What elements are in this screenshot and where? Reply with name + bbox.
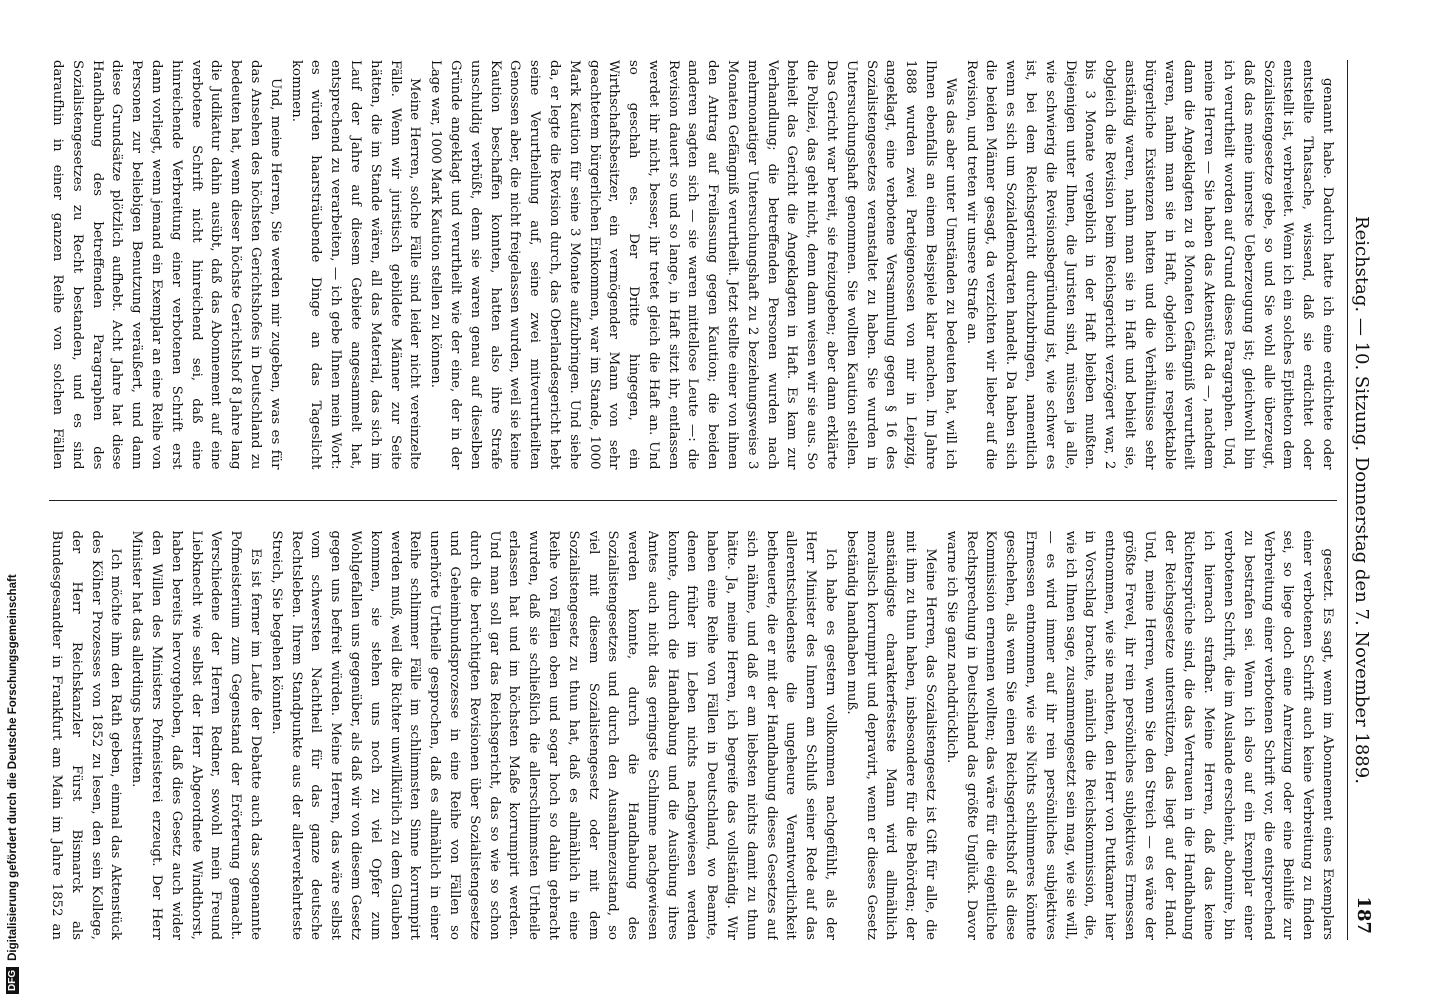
column-divider xyxy=(49,500,1337,501)
page-number: 187 xyxy=(1353,896,1374,934)
paragraph: Ich habe es gestern vollkommen nachgefühlt, als der Herr Minister des Innern am Schluß seiner Rede auf das allerentschiedenste die ungeheure Verantwortlichkeit betheuerte, die er mit der Handhabung dieses Gesetzes auf sich nähme, und daß er am liebsten nichts damit zu thun hätte. Ja, meine Herren, ich begreife das vollständig. Wir haben eine Reihe von Fällen in Deutschland, wo Beamte, denen früher im Leben nichts nachgewiesen werden konnte, durch die Handhabung und die Ausübung ihres Amtes auch nicht das geringste Schlimme nachgewiesen werden konnte, durch die Handhabung des Sozialistengesetzes und durch den Ausnahmezustand, so viel mit diesem Sozialistengesetz oder mit dem Sozialistengesetz zu thun hat, daß es allmählich in eine Reihe von Fällen oben und sogar hoch so dahin gebracht wurden, daß sie schließlich die allerschlimmsten Urtheile erlassen hat und im höchsten Maße korrumpirt werden. Und man soll gar das Reichsgericht, das so wie so schon durch die berüchtigten Revisionen über Sozialistengesetze und Geheimbundsprozesse in eine Reihe von Fällen so unerhörte Urtheile gesprochen, daß es allmählich in einer Reihe schlimmer Fälle im schlimmsten Sinne korrumpirt werden muß, weil die Richter unwillkürlich zu dem Glauben kommen, sie stehen uns noch zu viel Opfer zum Wohlgefallen uns gegenüber, als daß wir von diesem Gesetz gegen uns befreit würden. Meine Herren, das wäre selbst vom schwersten Nachtheil für das ganze deutsche Rechtsleben. Ihrem Standpunkte aus der allerverkehrteste Streich, Sie begehen könnten. xyxy=(268,530,839,940)
left-column xyxy=(49,60,1337,470)
page-header xyxy=(1347,60,1376,940)
paragraph: Meine Herren, das Sozialistengesetz ist Gift für alle, die mit ihm zu thun haben, insbesondere für die Behörden; der anständigste charakterfesteste Mann wird allmählich moralisch korrumpirt und depravirt, wenn er dieses Gesetz beständig handhaben muß. xyxy=(843,530,939,940)
page-title: Reichstag. — 10. Sitzung. Donnerstag den 7. November 1889. xyxy=(1351,216,1373,784)
paragraph: Meine Herren, solche Fälle sind leider nicht vereinzelte Fälle. Wenn wir juristisch gebildete Männer zur Seite hätten, die im Stande wären, all das Material, das sich im Lauf der Jahre auf diesem Gebiete angesammelt hat, entsprechend zu verarbeiten, — ich gebe Ihnen mein Wort: es würden haarsträubende Dinge an das Tageslicht kommen. xyxy=(288,60,423,470)
right-column xyxy=(49,531,1337,941)
paragraph: Ich möchte ihm den Rath geben, einmal das Aktenstück des Kölner Prozesses von 1852 zu lesen, den sein Kollege, der Herr Reichskanzler Fürst Bismarck als Bundesgesandter in Frankfurt am Main im Jahre 1852 an xyxy=(49,530,124,940)
credit-text: Digitalisierung gefördert durch die Deutsche Forschungsgemeinschaft xyxy=(6,574,19,961)
paragraph: genannt habe. Dadurch hatte ich eine erdichtete oder entstellte Thatsache, wissend, daß sie erdichtet oder entstellt ist, verbreitet. Wenn ich ein solches Epitheton dem Sozialistengesetze gebe, so und Sie wohl alle überzeugt, daß das meine innerste Ueberzeugung ist; gleichwohl bin ich verurtheilt worden auf Grund dieses Paragraphen. Und, meine Herren — Sie haben das Aktenstück da —, nachdem dann die Angeklagten zu 8 Monaten Gefängniß verurtheilt waren, nahm man sie in Haft, obgleich sie respektable bürgerliche Existenzen hatten und die Verhältnisse sehr anständig waren, nahm man sie in Haft und behielt sie, obgleich die Revision beim Reichsgericht verzögert war, 2 bis 3 Monate vergeblich in der Haft bleiben mußten. Diejenigen unter Ihnen, die Juristen sind, müssen ja alle, wie schwierig die Revisionsbegründung ist, wie schwer es ist, bei dem Reichsgericht durchzubringen, namentlich wenn es sich um Sozialdemokraten handelt. Da haben sich die beiden Männer gesagt, da verzichten wir lieber auf die Revision, und treten wir unsere Strafe an. xyxy=(963,60,1335,470)
dfg-logo: DFG xyxy=(6,967,19,994)
paragraph: Was das aber unter Umständen zu bedeuten hat, will ich Ihnen ebenfalls an einem Beispiele klar machen. Im Jahre 1888 wurden zwei Parteigenossen von mir in Leipzig, angeklagt, eine verbotene Versammlung gegen § 16 des Sozialistengesetzes veranstaltet zu haben. Sie wurden in Untersuchungshaft genommen. Sie wollten Kaution stellen. Das Gericht war bereit, sie freizugeben; aber dann erklärte die Polizei, das geht nicht, denn dann weisen wir sie aus. So behielt das Gericht die Angeklagten in Haft. Es kam zur Verhandlung; die betreffenden Personen wurden nach mehrmonatiger Untersuchungshaft zu 2 beziehungsweise 3 Monaten Gefängniß verurtheilt. Jetzt stellte einer von ihnen den Antrag auf Freilassung gegen Kaution; die beiden anderen sagten sich — sie waren mittellose Leute —: die Revision dauert so und so lange, in Haft sitzt ihr, entlassen werdet ihr nicht, besser, ihr tretet gleich die Haft an. Und so geschah es. Der Dritte hingegen, ein Wirthschaftsbesitzer, ein vermögender Mann von sehr geachtetem bürgerlichen Einkommen, war im Stande, 1000 Mark Kaution für seine 3 Monate aufzubringen. Und siehe da, er legte die Revision durch, das Oberlandesgericht hebt seine Verurtheilung auf, seine zwei mitverurtheilten Genossen aber, die nicht freigelassen wurden, weil sie keine Kaution beschaffen konnten, hatten also ihre Strafe unschuldig verbüßt, denn sie waren genau auf dieselben Gründe angeklagt und verurtheilt wie der eine, der in der Lage war, 1000 Mark Kaution stellen zu können. xyxy=(428,60,958,470)
text-columns xyxy=(49,60,1337,940)
paragraph: Es ist ferner im Laufe der Debatte auch das sogenannte Pofmeisterium zum Gegenstand der Erörterung gemacht. Verschiedene der Herren Redner, sowohl mein Freund Liebknecht wie selbst der Herr Abgeordnete Windthorst, haben bereits hervorgehoben, daß dies Gesetz auch wider den Willen des Ministers Pofmeisterei erzeugt. Der Herr Minister hat das allerdings bestritten. xyxy=(129,530,263,940)
paragraph: gesetzt. Es sagt, wenn im Abonnement eines Exemplars einer verbotenen Schrift auch keine Verbreitung zu finden sei, so liege doch eine Anreizung oder eine Beihilfe zur Verbreitung einer verbotenen Schrift vor, die entsprechend zu bestrafen sei. Wenn ich also auf ein Exemplar einer verbotenen Schrift, die im Auslande erscheint, abonnire, bin ich hiernach strafbar. Meine Herren, daß das keine Richtersprüche sind, die das Vertrauen in die Handhabung der Reichsgesetze unterstützen, das liegt auf der Hand. Und, meine Herren, wenn Sie den Streich — es wäre der größte Frevel, ihr rein persönliches subjektives Ermessen entnommen, wie sie machten, den Herr von Puttkamer hier in Vorschlag brachte, nämlich die Reichskommission, die, wie ich Ihnen sage, zusammengesetzt sein mag, wie sie will, — es wird immer auf ihr rein persönliches subjektives Ermessen entnommen, wie sie Nichts schlimmeres könnte geschehen, als wenn Sie einen Reichsgerichtshof als diese Kommission ernennen wollten; das wäre für die eigentliche Rechtsprechung in Deutschland das größte Unglück. Davor warne ich Sie ganz nachdrücklich. xyxy=(943,530,1335,940)
newspaper-page xyxy=(26,10,1406,990)
digitization-credit xyxy=(6,574,19,994)
paragraph: Und, meine Herren, Sie werden mir zugeben, was es für das Ansehen des höchsten Gerichtshofes in Deutschland zu bedeuten hat, wenn dieser höchste Gerichtshof 8 Jahre lang die Judikatur dahin ausübt, daß das Abonnement auf eine verbotene Schrift nicht hinreichend sei, daß eine hinreichende Verbreitung einer verbotenen Schrift erst dann vorliegt, wenn jemand ein Exemplar an eine Reihe von Personen zur beliebigen Benutzung veräußert, und dann diese Grundsätze plötzlich aufhebt. Acht Jahre hat diese Handhabung des betreffenden Paragraphen des Sozialistengesetzes zu Recht bestanden, und es sind daraufhin in einer ganzen Reihe von solchen Fällen xyxy=(50,60,283,470)
